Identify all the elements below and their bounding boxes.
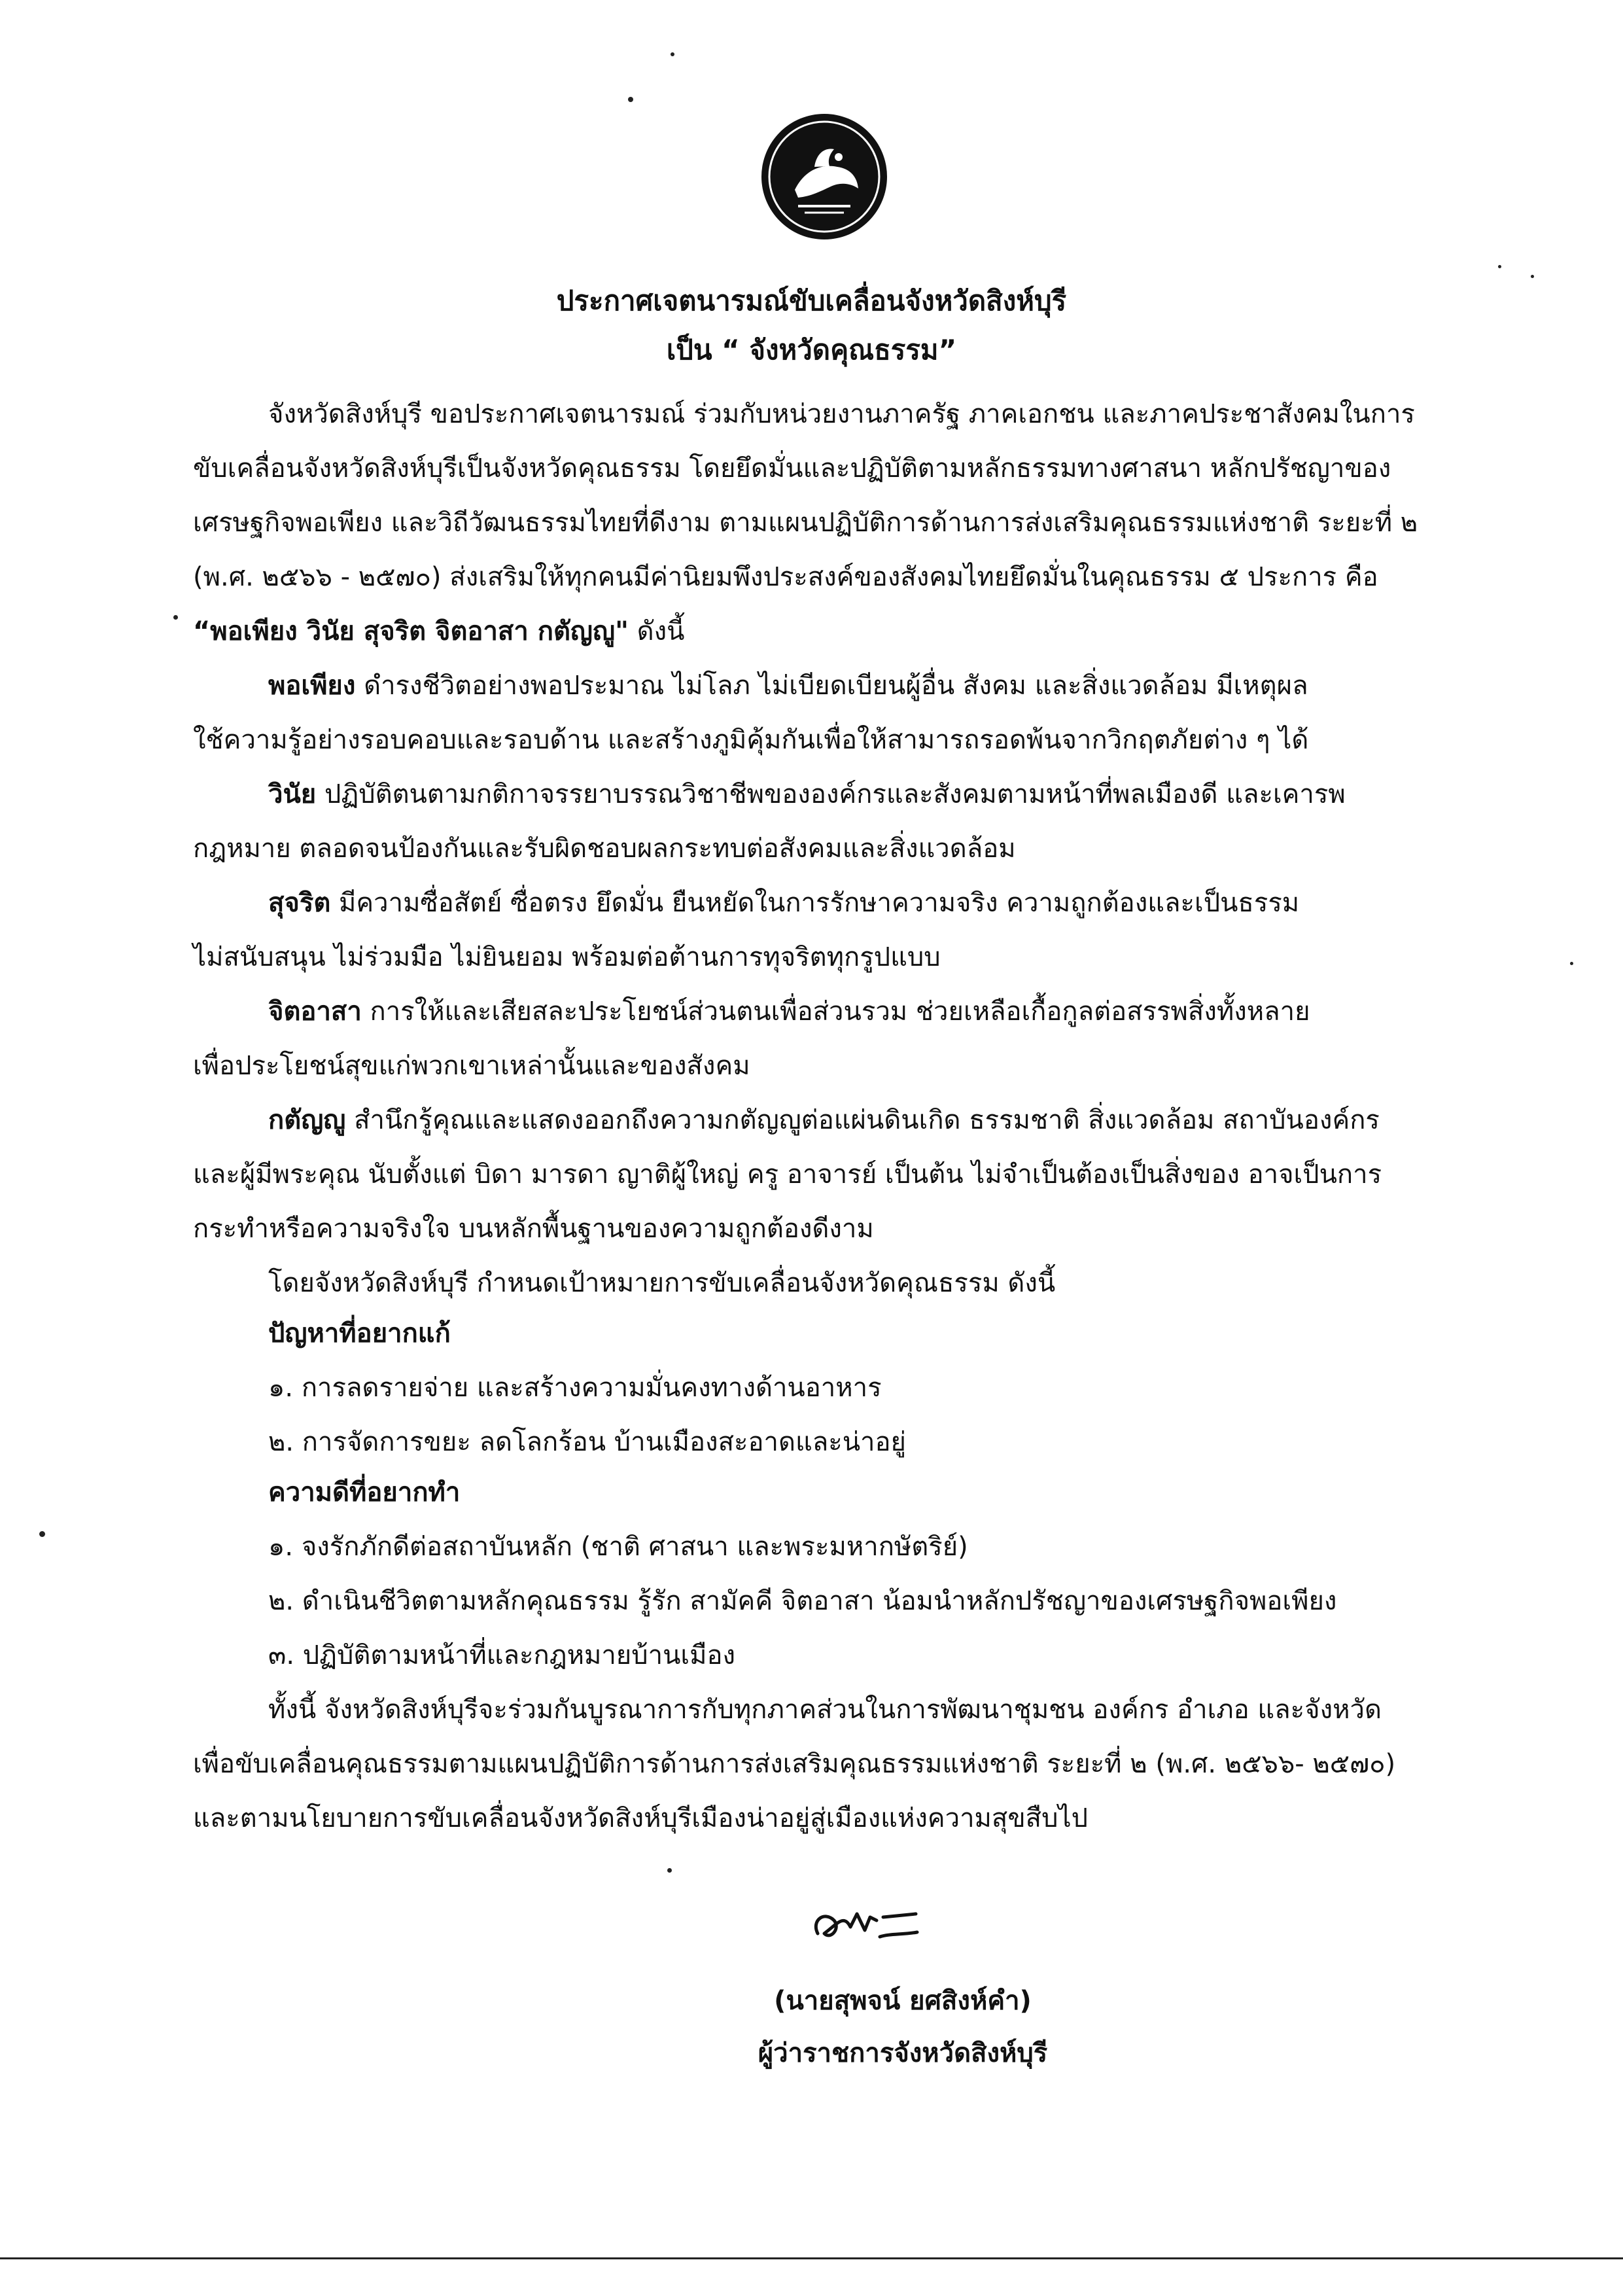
virtue-definition xyxy=(268,667,1308,704)
virtue-text-line: กฎหมาย ตลอดจนป้องกันและรับผิดชอบผลกระทบต่อสังคมและสิ่งแวดล้อม xyxy=(193,834,1016,864)
virtues-quote: “พอเพียง วินัย สุจริต จิตอาสา กตัญญู" xyxy=(193,616,629,646)
scan-speck xyxy=(39,1531,45,1537)
page-bottom-edge xyxy=(0,2257,1623,2259)
virtue-term: พอเพียง xyxy=(268,671,356,701)
problem-item: ๑. การลดรายจ่าย และสร้างความมั่นคงทางด้านอาหาร xyxy=(268,1373,882,1403)
document-title-line-2: เป็น “ จังหวัดคุณธรรม” xyxy=(666,334,957,366)
virtue-text-line: ใช้ความรู้อย่างรอบคอบและรอบด้าน และสร้างภูมิคุ้มกันเพื่อให้สามารถรอดพ้นจากวิกฤตภัยต่าง ๆ ได้ xyxy=(193,725,1309,755)
provincial-seal-icon xyxy=(759,111,890,242)
scan-speck xyxy=(1570,962,1573,965)
good-item: ๒. ดำเนินชีวิตตามหลักคุณธรรม รู้รัก สามัคคี จิตอาสา น้อมนำหลักปรัชญาของเศรษฐกิจพอเพียง xyxy=(268,1586,1337,1616)
closing-line: ทั้งนี้ จังหวัดสิงห์บุรีจะร่วมกันบูรณาการกับทุกภาคส่วนในการพัฒนาชุมชน องค์กร อำเภอ และจังหวัด xyxy=(268,1695,1382,1725)
scan-speck xyxy=(667,1868,672,1873)
problem-item: ๒. การจัดการขยะ ลดโลกร้อน บ้านเมืองสะอาดและน่าอยู่ xyxy=(268,1427,906,1457)
intro-line: จังหวัดสิงห์บุรี ขอประกาศเจตนารมณ์ ร่วมกับหน่วยงานภาครัฐ ภาคเอกชน และภาคประชาสังคมในการ xyxy=(268,399,1415,429)
intro-line: (พ.ศ. ๒๕๖๖ - ๒๕๗๐) ส่งเสริมให้ทุกคนมีค่านิยมพึงประสงค์ของสังคมไทยยึดมั่นในคุณธรรม ๕ ประการ คือ xyxy=(193,562,1378,592)
handwritten-signature-icon xyxy=(805,1901,922,1953)
virtue-text: มีความซื่อสัตย์ ซื่อตรง ยึดมั่น ยืนหยัดในการรักษาความจริง ความถูกต้องและเป็นธรรม xyxy=(330,888,1300,918)
document-title-line-1: ประกาศเจตนารมณ์ขับเคลื่อนจังหวัดสิงห์บุรี xyxy=(556,285,1067,317)
good-item: ๓. ปฏิบัติตามหน้าที่และกฎหมายบ้านเมือง xyxy=(268,1640,736,1670)
virtue-text: การให้และเสียสละประโยชน์ส่วนตนเพื่อส่วนรวม ช่วยเหลือเกื้อกูลต่อสรรพสิ่งทั้งหลาย xyxy=(361,997,1310,1027)
virtue-text: ดำรงชีวิตอย่างพอประมาณ ไม่โลภ ไม่เบียดเบียนผู้อื่น สังคม และสิ่งแวดล้อม มีเหตุผล xyxy=(355,671,1308,701)
intro-virtues-line xyxy=(193,613,685,650)
signatory-position: ผู้ว่าราชการจังหวัดสิงห์บุรี xyxy=(758,2038,1048,2068)
virtues-suffix: ดังนี้ xyxy=(628,616,685,646)
virtue-text-line: และผู้มีพระคุณ นับตั้งแต่ บิดา มารดา ญาติผู้ใหญ่ ครู อาจารย์ เป็นต้น ไม่จำเป็นต้องเป็นสิ่งของ อาจเป็นการ xyxy=(193,1159,1382,1190)
virtue-term: จิตอาสา xyxy=(268,997,362,1027)
virtue-text-line: ไม่สนับสนุน ไม่ร่วมมือ ไม่ยินยอม พร้อมต่อต้านการทุจริตทุกรูปแบบ xyxy=(193,942,941,972)
virtue-definition xyxy=(268,885,1299,921)
intro-line: เศรษฐกิจพอเพียง และวิถีวัฒนธรรมไทยที่ดีงาม ตามแผนปฏิบัติการด้านการส่งเสริมคุณธรรมแห่งชาติ ระยะที่ ๒ xyxy=(193,508,1418,538)
scan-speck xyxy=(173,615,178,620)
virtue-definition xyxy=(268,776,1346,813)
problems-heading: ปัญหาที่อยากแก้ xyxy=(268,1318,451,1349)
virtue-definition xyxy=(268,1102,1380,1139)
good-item: ๑. จงรักภักดีต่อสถาบันหลัก (ชาติ ศาสนา และพระมหากษัตริย์) xyxy=(268,1532,968,1562)
signatory-name: (นายสุพจน์ ยศสิงห์คำ) xyxy=(774,1986,1032,2016)
virtue-term: วินัย xyxy=(268,779,317,809)
virtue-text: ปฏิบัติตนตามกติกาจรรยาบรรณวิชาชีพขององค์กรและสังคมตามหน้าที่พลเมืองดี และเคารพ xyxy=(316,779,1346,809)
virtue-definition xyxy=(268,993,1310,1030)
closing-line: เพื่อขับเคลื่อนคุณธรรมตามแผนปฏิบัติการด้านการส่งเสริมคุณธรรมแห่งชาติ ระยะที่ ๒ (พ.ศ. ๒๕๖๖- ๒๕๗๐) xyxy=(193,1749,1396,1779)
scan-speck xyxy=(671,52,674,56)
virtue-term: สุจริต xyxy=(268,888,331,918)
virtue-term: กตัญญู xyxy=(268,1105,346,1135)
scan-speck xyxy=(628,97,633,102)
scan-speck xyxy=(1498,265,1501,268)
targets-intro: โดยจังหวัดสิงห์บุรี กำหนดเป้าหมายการขับเคลื่อนจังหวัดคุณธรรม ดังนี้ xyxy=(268,1268,1056,1298)
virtue-text-line: กระทำหรือความจริงใจ บนหลักพื้นฐานของความถูกต้องดีงาม xyxy=(193,1214,874,1244)
goods-heading: ความดีที่อยากทำ xyxy=(268,1477,461,1508)
intro-line: ขับเคลื่อนจังหวัดสิงห์บุรีเป็นจังหวัดคุณธรรม โดยยึดมั่นและปฏิบัติตามหลักธรรมทางศาสนา หลักปรัชญาของ xyxy=(193,453,1391,484)
scan-speck xyxy=(1531,275,1534,278)
virtue-text: สำนึกรู้คุณและแสดงออกถึงความกตัญญูต่อแผ่นดินเกิด ธรรมชาติ สิ่งแวดล้อม สถาบันองค์กร xyxy=(345,1105,1380,1135)
virtue-text-line: เพื่อประโยชน์สุขแก่พวกเขาเหล่านั้นและของสังคม xyxy=(193,1051,750,1081)
closing-line: และตามนโยบายการขับเคลื่อนจังหวัดสิงห์บุรีเมืองน่าอยู่สู่เมืองแห่งความสุขสืบไป xyxy=(193,1803,1088,1833)
